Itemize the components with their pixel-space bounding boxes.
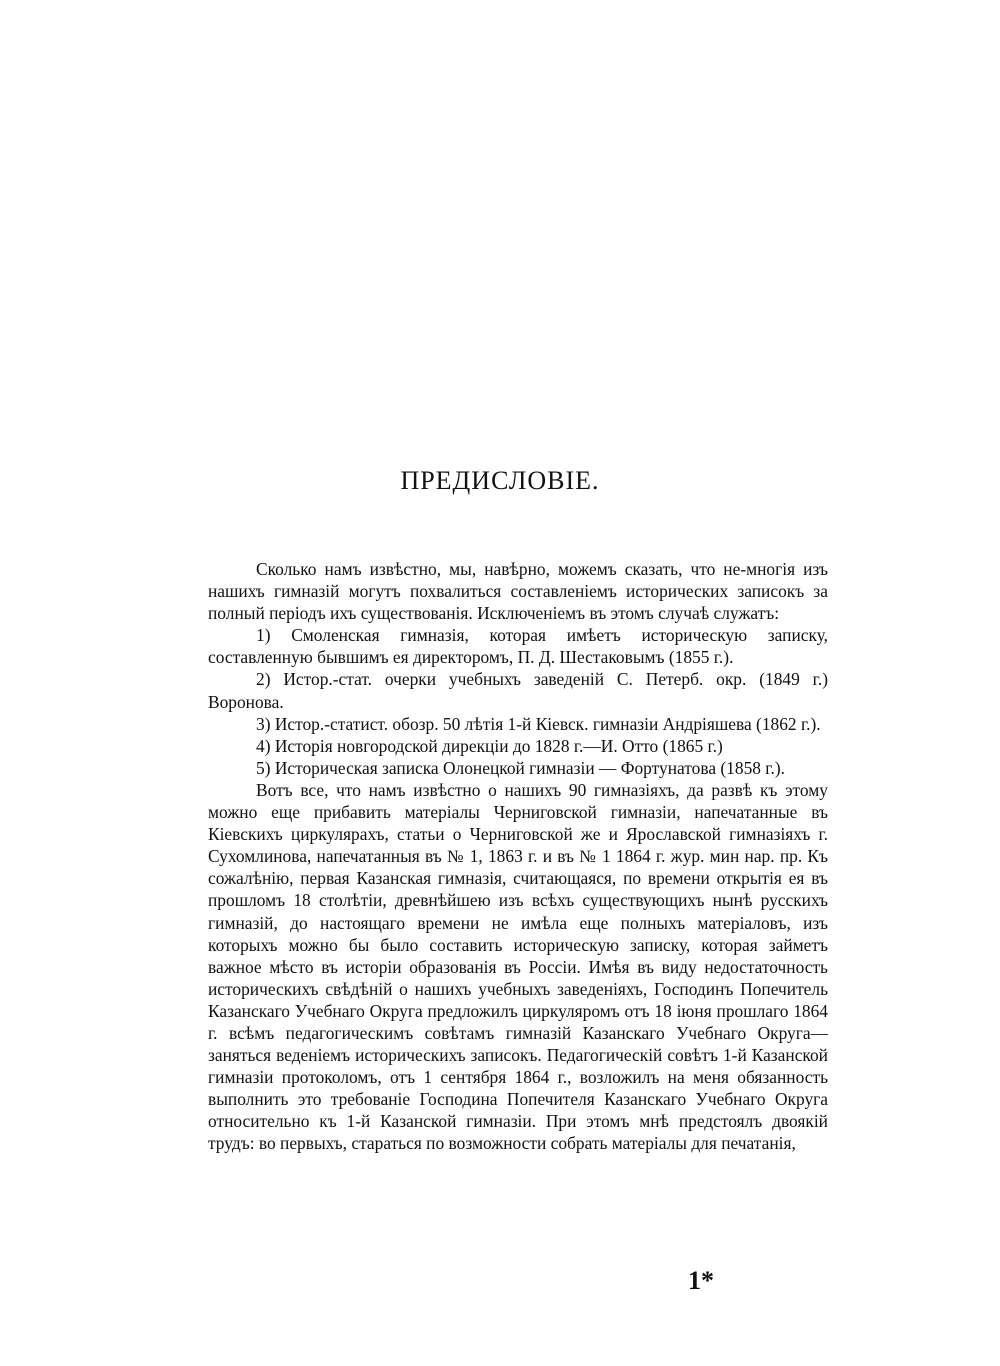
main-paragraph: Вотъ все, что намъ извѣстно о нашихъ 90 гимназіяхъ, да развѣ къ этому можно еще прибавить матеріалы Черниговской гимназіи, напечатанные въ Кіевскихъ циркулярахъ, статьи о Черниговской же и Ярославской гимназіяхъ г. Сухомлинова, напечатанныя въ № 1, 1863 г. и въ № 1 1864 г. жур. мин нар. пр. Къ сожалѣнію, первая Казанская гимназія, считающаяся, по времени открытія ея въ прошломъ 18 столѣтіи, древнѣйшею изъ всѣхъ существующихъ нынѣ русскихъ гимназій, до настоящаго времени не имѣла еще полныхъ матеріаловъ, изъ которыхъ можно бы было составить историческую записку, которая займетъ важное мѣсто въ исторіи образованія въ Россіи. Имѣя въ виду недостаточность историческихъ свѣдѣній о нашихъ учебныхъ заведеніяхъ, Господинъ Попечитель Казанскаго Учебнаго Округа предложилъ циркуляромъ отъ 18 іюня прошлаго 1864 г. всѣмъ педагогическимъ совѣтамъ гимназій Казанскаго Учебнаго Округа—заняться веденіемъ историческихъ записокъ. Педагогическій совѣтъ 1-й Казанской гимназіи протоколомъ, отъ 1 сентября 1864 г., возложилъ на меня обязанность выполнить это требованіе Господина Попечителя Казанскаго Учебнаго Округа относительно къ 1-й Казанской гимназіи. При этомъ мнѣ предстоялъ двоякій трудъ: во первыхъ, стараться по возможности собрать матеріалы для печатанія, — [208, 779, 828, 1154]
intro-paragraph: Сколько намъ извѣстно, мы, навѣрно, можемъ сказать, что не-многія изъ нашихъ гимназій могутъ похвалиться составленіемъ исторических записокъ за полный періодъ ихъ существованія. Исключеніемъ въ этомъ случаѣ служатъ: — [208, 559, 828, 624]
page-number: 1* — [688, 1266, 714, 1295]
page-title: ПРЕДИСЛОВІЕ. — [400, 466, 600, 495]
list-item: 2) Истор.-стат. очерки учебныхъ заведеній С. Петерб. окр. (1849 г.) Воронова. — [208, 669, 828, 712]
body-text — [208, 558, 828, 1155]
list-item: 5) Историческая записка Олонецкой гимназіи — Фортунатова (1858 г.). — [256, 757, 785, 778]
list-item: 3) Истор.-статист. обозр. 50 лѣтія 1-й Кіевск. гимназіи Андріяшева (1862 г.). — [256, 713, 821, 734]
list-item: 1) Смоленская гимназія, которая имѣетъ историческую записку, составленную бывшимъ ея директоромъ, П. Д. Шестаковымъ (1855 г.). — [208, 625, 828, 668]
list-item: 4) Исторія новгородской дирекціи до 1828 г.—И. Отто (1865 г.) — [256, 735, 723, 756]
